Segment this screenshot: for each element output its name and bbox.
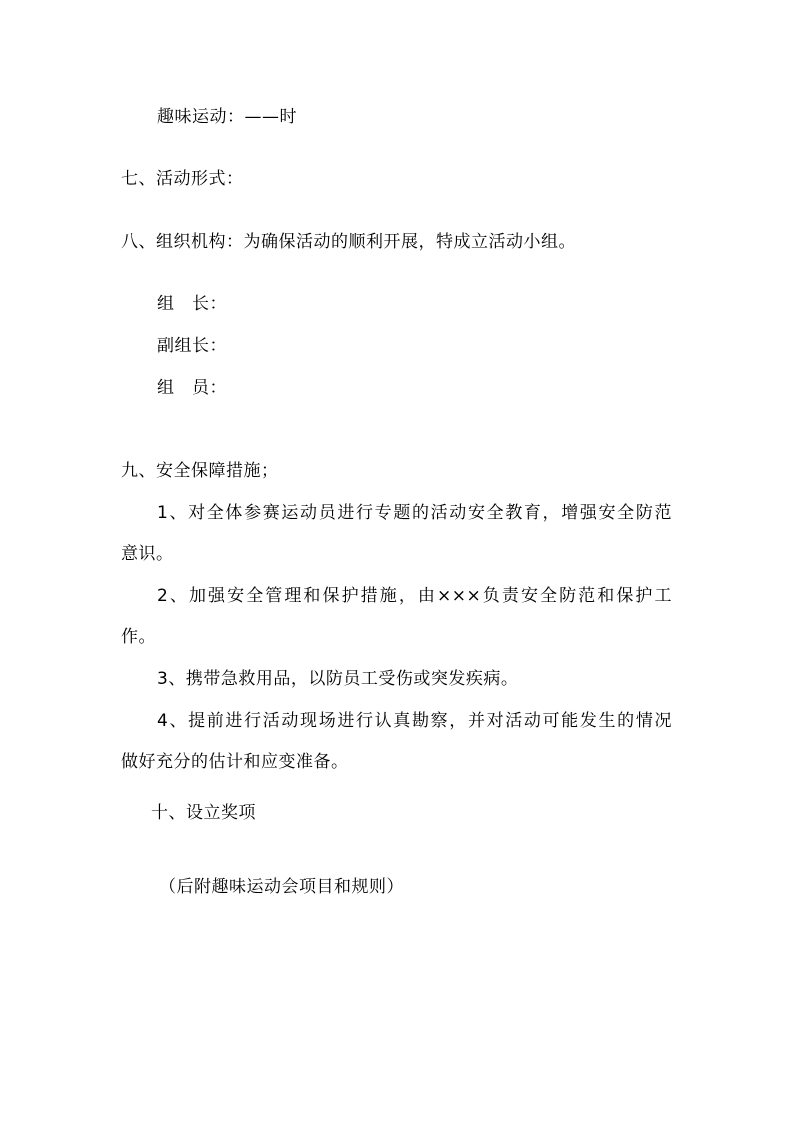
safety-item-2-line-1: 2、加强安全管理和保护措施，由×××负责安全防范和保护工: [157, 586, 672, 606]
safety-item-4-line-2: 做好充分的估计和应变准备。: [121, 752, 349, 772]
safety-item-2-line-2: 作。: [121, 627, 156, 647]
safety-item-1-line-2: 意识。: [121, 544, 174, 564]
org-leader: 组 长：: [157, 294, 227, 314]
safety-item-1-line-1: 1、对全体参赛运动员进行专题的活动安全教育，增强安全防范: [157, 503, 672, 523]
section-9-heading: 九、安全保障措施；: [121, 461, 279, 481]
org-members: 组 员：: [157, 378, 227, 398]
fun-sports-time: 趣味运动：——时: [157, 107, 297, 127]
section-10-heading: 十、设立奖项: [151, 803, 256, 823]
section-7-heading: 七、活动形式：: [121, 169, 244, 189]
section-8-heading: 八、组织机构：为确保活动的顺利开展，特成立活动小组。: [121, 232, 576, 252]
safety-item-3: 3、携带急救用品，以防员工受伤或突发疾病。: [157, 669, 519, 689]
safety-item-4-line-1: 4、提前进行活动现场进行认真勘察，并对活动可能发生的情况: [157, 711, 672, 731]
appendix-note: （后附趣味运动会项目和规则）: [159, 877, 404, 897]
org-deputy-leader: 副组长：: [157, 336, 227, 356]
